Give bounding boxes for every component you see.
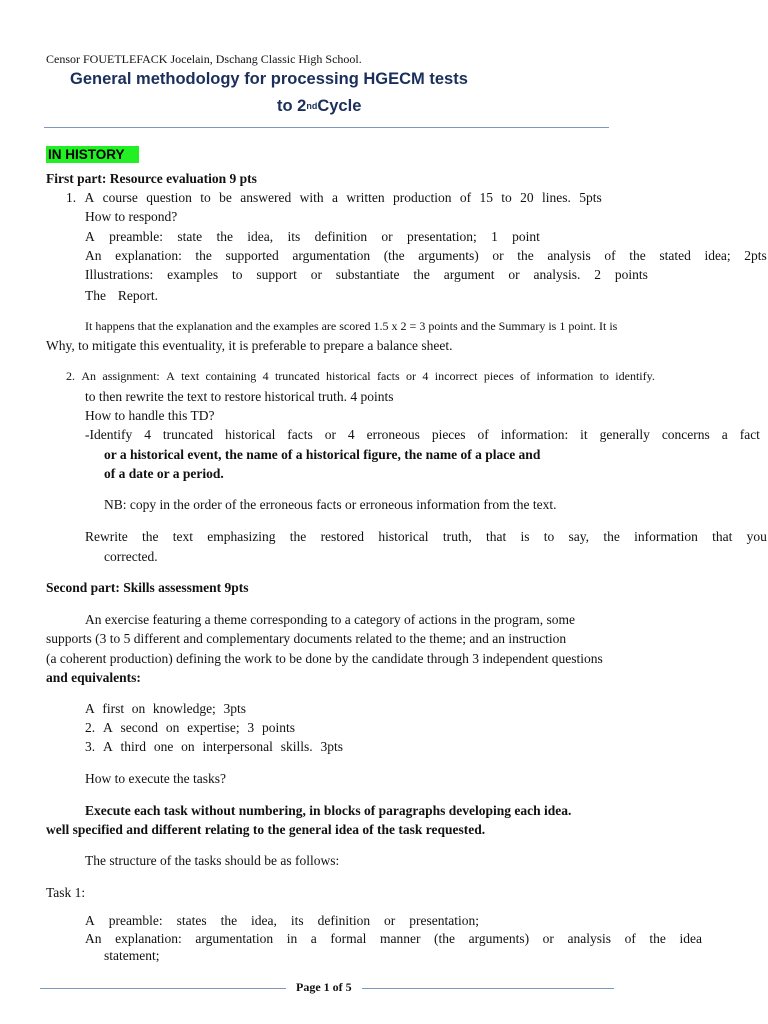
word: course: [102, 190, 138, 205]
word: historical: [378, 529, 429, 544]
word: 5pts: [579, 190, 602, 205]
word: that: [485, 529, 507, 544]
part2-para-line1: An exercise featuring a theme corresponding to a category of actions in the program, some: [85, 612, 575, 627]
word: restored: [320, 529, 365, 544]
word: definition: [314, 229, 368, 244]
rewrite-line2: corrected.: [104, 549, 158, 564]
word: say,: [568, 529, 590, 544]
word: information:: [500, 427, 569, 442]
word: explanation:: [115, 248, 182, 263]
rewrite-line: [85, 529, 767, 545]
word: or: [381, 229, 393, 244]
word: truncated: [162, 427, 214, 442]
identify-line3: of a date or a period.: [104, 466, 224, 481]
word: you: [746, 529, 767, 544]
word: text: [172, 529, 194, 544]
word: An: [85, 931, 102, 946]
word: arguments): [468, 931, 530, 946]
how-to-handle: How to handle this TD?: [85, 408, 215, 423]
skills-list-item3: [85, 739, 343, 755]
word: point: [512, 229, 540, 244]
word: idea: [679, 931, 702, 946]
word: production: [392, 190, 452, 205]
word: the: [216, 229, 233, 244]
word: truth,: [442, 529, 472, 544]
word: written: [346, 190, 385, 205]
word: the: [220, 913, 238, 928]
report-line: [85, 288, 158, 304]
word: facts: [287, 427, 313, 442]
task-preamble-line: [85, 913, 479, 929]
word: to: [231, 267, 243, 282]
preamble-line: [85, 229, 540, 245]
word: a: [310, 931, 317, 946]
word: the: [289, 529, 307, 544]
word: truncated: [274, 369, 320, 383]
word: on: [131, 701, 146, 716]
word: of: [477, 427, 489, 442]
word: manner: [379, 931, 421, 946]
part1-heading: First part: Resource evaluation 9 pts: [46, 171, 257, 186]
word: historical: [325, 369, 371, 383]
part2-para-line3: (a coherent production) defining the work to be done by the candidate through 3 independent questions: [46, 651, 603, 666]
how-to-respond: How to respond?: [85, 209, 178, 224]
word: supported: [225, 248, 279, 263]
word: lines.: [542, 190, 571, 205]
word: third: [120, 739, 146, 754]
word: argument: [443, 267, 495, 282]
word: facts: [377, 369, 400, 383]
word: skills.: [280, 739, 313, 754]
word: a: [721, 427, 728, 442]
word: 3pts: [320, 739, 343, 754]
word: in: [286, 931, 298, 946]
word: its: [290, 913, 304, 928]
section-heading: IN HISTORY: [46, 146, 139, 163]
task1-label: Task 1:: [46, 885, 86, 900]
word: The: [85, 288, 106, 303]
skills-list-item2: [85, 720, 295, 736]
word: A: [102, 720, 113, 735]
task-explanation-line: [85, 931, 702, 947]
word: that: [712, 529, 733, 544]
word: concerns: [661, 427, 710, 442]
word: analysis.: [533, 267, 581, 282]
word: the: [195, 248, 212, 263]
word: preamble:: [109, 229, 164, 244]
structure-line: The structure of the tasks should be as follows:: [85, 853, 340, 868]
word: it: [580, 427, 588, 442]
word: the: [649, 931, 666, 946]
word: with: [299, 190, 324, 205]
word: second: [120, 720, 158, 735]
part1-item2: [66, 369, 655, 384]
execute-line2: well specified and different relating to the general idea of the task requested.: [46, 822, 486, 837]
word: assignment:: [102, 369, 160, 383]
word: Illustrations:: [85, 267, 154, 282]
word: analysis: [567, 931, 611, 946]
word: erroneous: [366, 427, 420, 442]
word: A: [84, 190, 95, 205]
word: presentation;: [407, 229, 477, 244]
word: to: [200, 190, 211, 205]
word: 4: [422, 369, 429, 383]
word: 4: [144, 427, 151, 442]
word: explanation:: [115, 931, 182, 946]
word: a: [332, 190, 338, 205]
word: presentation;: [409, 913, 479, 928]
word: 1: [491, 229, 498, 244]
word: or: [508, 267, 520, 282]
word: 4: [262, 369, 269, 383]
word: identify.: [615, 369, 655, 383]
word: idea,: [251, 913, 277, 928]
word: idea;: [704, 248, 731, 263]
explanation-line: [85, 248, 767, 264]
note-line1: It happens that the explanation and the examples are scored 1.5 x 2 = 3 points and the Summary is 1 point. It is: [85, 319, 618, 333]
word: knowledge;: [152, 701, 216, 716]
part2-heading: Second part: Skills assessment 9pts: [46, 580, 249, 595]
word: fact: [739, 427, 760, 442]
word: or: [492, 248, 504, 263]
word: the: [629, 248, 646, 263]
word: to: [599, 369, 609, 383]
illustrations-line: [85, 267, 648, 283]
word: its: [287, 229, 301, 244]
word: 1.: [66, 190, 77, 205]
word: 3: [247, 720, 255, 735]
word: state: [177, 229, 203, 244]
word: the: [603, 529, 620, 544]
word: examples: [167, 267, 219, 282]
word: 2: [594, 267, 601, 282]
word: of: [624, 931, 636, 946]
word: states: [176, 913, 207, 928]
word: arguments): [418, 248, 479, 263]
word: 2.: [66, 369, 75, 383]
word: of: [459, 190, 472, 205]
part2-para-line4: and equivalents:: [46, 670, 141, 685]
document-title: General methodology for processing HGECM tests: [70, 70, 468, 88]
part1-item1: [66, 190, 602, 206]
word: 4: [347, 427, 355, 442]
word: A: [166, 369, 175, 383]
word: or: [324, 427, 336, 442]
word: points: [261, 720, 295, 735]
word: 2pts: [744, 248, 767, 263]
skills-list-item1: [85, 701, 246, 717]
word: A: [85, 913, 95, 928]
word: one: [153, 739, 174, 754]
word: (the: [434, 931, 456, 946]
word: Rewrite: [85, 529, 128, 544]
note-line2: Why, to mitigate this eventuality, it is preferable to prepare a balance sheet.: [46, 338, 453, 353]
word: stated: [659, 248, 691, 263]
word: idea,: [247, 229, 274, 244]
identify-line: [85, 427, 760, 443]
word: 20: [520, 190, 534, 205]
word: definition: [317, 913, 371, 928]
word: A: [85, 701, 95, 716]
word: of: [520, 369, 531, 383]
document-title-line2: to 2ndCycle: [277, 97, 362, 115]
header-rule: [44, 127, 609, 128]
word: incorrect: [434, 369, 478, 383]
word: 2.: [85, 720, 96, 735]
word: first: [102, 701, 125, 716]
word: argumentation: [195, 931, 274, 946]
word: support: [256, 267, 297, 282]
author-line: Censor FOUETLEFACK Jocelain, Dschang Classic High School.: [46, 52, 362, 66]
word: generally: [599, 427, 650, 442]
word: answered: [240, 190, 292, 205]
word: An: [81, 369, 97, 383]
word: on: [165, 720, 180, 735]
word: is: [520, 529, 530, 544]
word: argumentation: [292, 248, 371, 263]
word: Report.: [117, 288, 158, 303]
word: formal: [330, 931, 367, 946]
word: or: [542, 931, 554, 946]
word: to: [543, 529, 555, 544]
word: historical: [225, 427, 276, 442]
word: analysis: [547, 248, 591, 263]
word: 3.: [85, 739, 96, 754]
word: pieces: [431, 427, 466, 442]
word: or: [384, 913, 396, 928]
word: substantiate: [335, 267, 400, 282]
word: be: [219, 190, 232, 205]
footer-rule-right: [362, 988, 614, 989]
word: the: [413, 267, 430, 282]
part2-para-line2: supports (3 to 5 different and complementary documents related to the theme; and an instruction: [46, 631, 567, 646]
word: preamble:: [108, 913, 163, 928]
word: containing: [205, 369, 257, 383]
identify-line2: or a historical event, the name of a historical figure, the name of a place and: [104, 447, 541, 462]
word: -Identify: [85, 427, 133, 442]
word: information: [536, 369, 594, 383]
word: 15: [479, 190, 493, 205]
word: the: [517, 248, 534, 263]
word: emphasizing: [207, 529, 276, 544]
word: points: [614, 267, 648, 282]
word: expertise;: [187, 720, 240, 735]
word: or: [406, 369, 417, 383]
word: A: [102, 739, 113, 754]
word: (the: [383, 248, 405, 263]
word: interpersonal: [202, 739, 273, 754]
word: An: [85, 248, 102, 263]
execute-line1: Execute each task without numbering, in blocks of paragraphs developing each idea.: [85, 803, 572, 818]
page-number: Page 1 of 5: [296, 980, 352, 994]
how-to-execute: How to execute the tasks?: [85, 771, 226, 786]
word: text: [181, 369, 200, 383]
word: on: [181, 739, 195, 754]
word: the: [142, 529, 159, 544]
word: pieces: [483, 369, 514, 383]
word: A: [85, 229, 95, 244]
item2-line2: to then rewrite the text to restore historical truth. 4 points: [85, 389, 394, 404]
word: to: [501, 190, 512, 205]
word: 3pts: [223, 701, 246, 716]
word: information: [634, 529, 698, 544]
footer-rule-left: [40, 988, 286, 989]
nb-note: NB: copy in the order of the erroneous facts or erroneous information from the text.: [104, 497, 557, 512]
word: question: [146, 190, 192, 205]
task-explanation-line2: statement;: [104, 948, 160, 963]
word: or: [310, 267, 322, 282]
word: of: [604, 248, 616, 263]
